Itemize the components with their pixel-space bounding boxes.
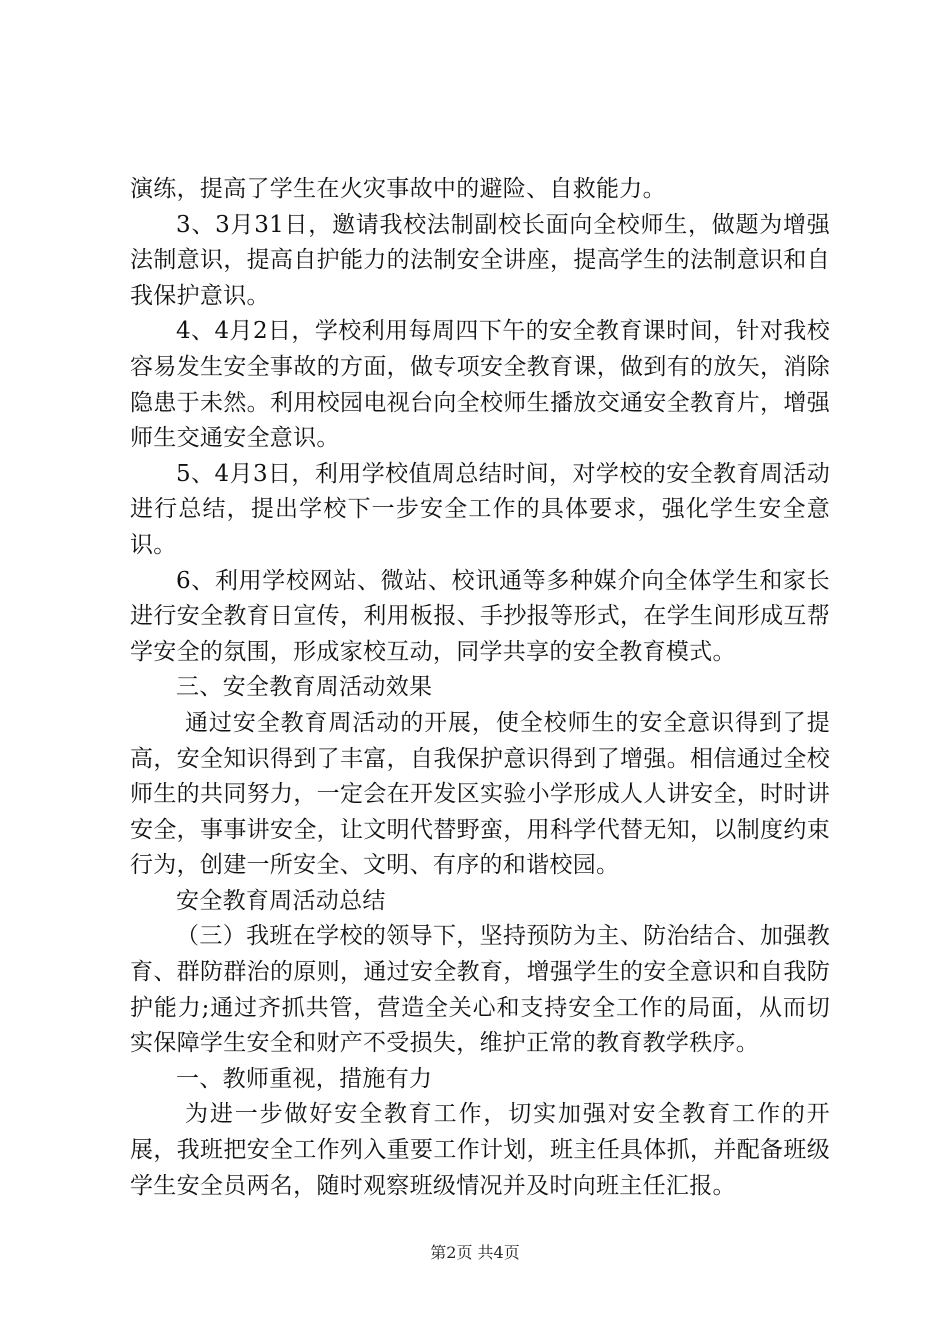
section-heading-teacher: 一、教师重视，措施有力 <box>176 1065 433 1092</box>
page-number-footer: 第2页 共4页 <box>430 1243 520 1262</box>
paragraph-effects: 通过安全教育周活动的开展，使全校师生的安全意识得到了提高，安全知识得到了丰富，自我保护意识得到了增强。相信通过全校师生的共同努力，一定会在开发区实验小学形成人人讲安全，时时讲安全，事事讲安全，让文明代替野蛮，用科学代替无知，以制度约束行为，创建一所安全、文明、有序的和谐校园。 <box>130 709 830 879</box>
document-body <box>130 172 830 1204</box>
paragraph-teacher-measures: 为进一步做好安全教育工作，切实加强对安全教育工作的开展，我班把安全工作列入重要工作计划，班主任具体抓，并配备班级学生安全员两名，随时观察班级情况并及时向班主任汇报。 <box>130 1101 830 1199</box>
paragraph-item-3: 3、3月31日，邀请我校法制副校长面向全校师生，做题为增强法制意识，提高自护能力的法制安全讲座，提高学生的法制意识和自我保护意识。 <box>130 211 830 309</box>
section-title-summary: 安全教育周活动总结 <box>176 887 386 914</box>
paragraph-item-6: 6、利用学校网站、微站、校讯通等多种媒介向全体学生和家长进行安全教育日宣传，利用板报、手抄报等形式，在学生间形成互帮学安全的氛围，形成家校互动，同学共享的安全教育模式。 <box>130 567 830 665</box>
paragraph-item-4: 4、4月2日，学校利用每周四下午的安全教育课时间，针对我校容易发生安全事故的方面，做专项安全教育课，做到有的放矢，消除隐患于未然。利用校园电视台向全校师生播放交通安全教育片，增强师生交通安全意识。 <box>130 318 830 452</box>
paragraph-fire-drill-continuation: 演练，提高了学生在火灾事故中的避险、自救能力。 <box>130 176 666 202</box>
paragraph-item-5: 5、4月3日，利用学校值周总结时间，对学校的安全教育周活动进行总结，提出学校下一步安全工作的具体要求，强化学生安全意识。 <box>130 460 830 558</box>
section-heading-effects: 三、安全教育周活动效果 <box>176 674 433 701</box>
paragraph-class-intro: （三）我班在学校的领导下，坚持预防为主、防治结合、加强教育、群防群治的原则，通过安全教育，增强学生的安全意识和自我防护能力;通过齐抓共管，营造全关心和支持安全工作的局面，从而切实保障学生安全和财产不受损失，维护正常的教育教学秩序。 <box>130 923 830 1057</box>
